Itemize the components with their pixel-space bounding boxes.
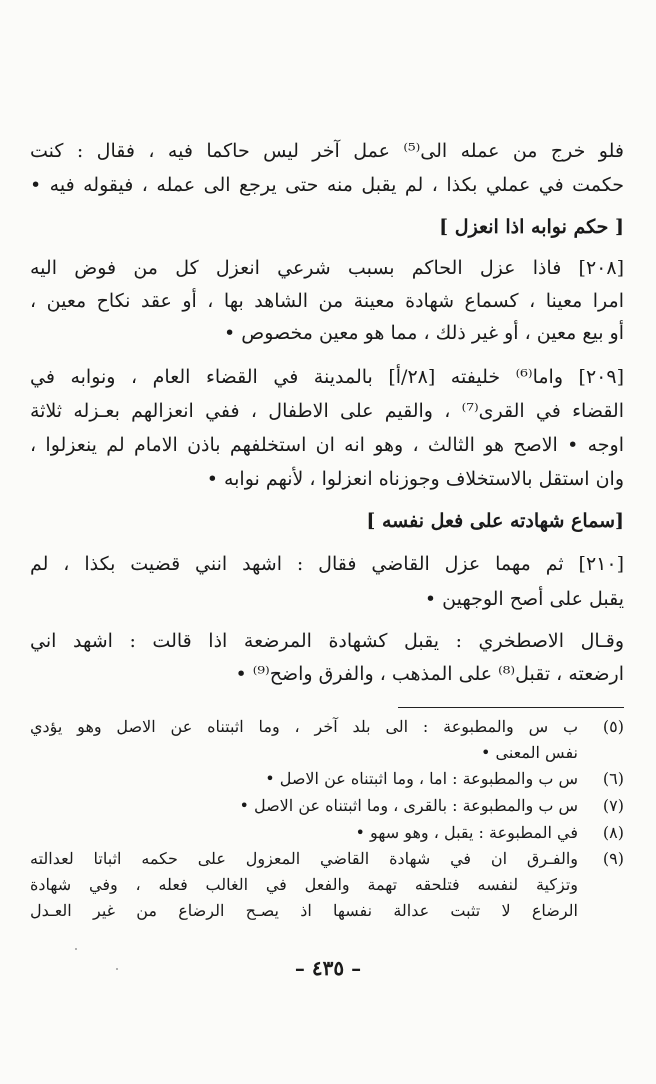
paragraph-line: ارضعته ، تقبل⁽⁸⁾ على المذهب ، والفرق واضح⁽⁹⁾ •: [235, 663, 624, 685]
footnote-text: في المطبوعة : يقبل ، وهو سهو •: [355, 823, 578, 842]
footnotes: [30, 716, 624, 920]
paragraph-line: اوجه • الاصح هو الثالث ، وهو انه ان استخلفهم باذن الامام لم ينعزلوا ،: [30, 434, 624, 456]
footnote-separator: [398, 707, 624, 708]
paragraph-line: فلو خرج من عمله الى⁽⁵⁾ عمل آخر ليس حاكما فيه ، فقال : كنت: [30, 140, 624, 162]
paragraph-line: امرا معينا ، كسماع شهادة معينة من الشاهد بها ، أو عقد نكاح معين ،: [30, 290, 624, 312]
footnote-text: والفـرق ان في شهادة القاضي المعزول على حكمه اثباتا لعدالته: [30, 849, 578, 868]
section-heading: [سماع شهادته على فعل نفسه ]: [366, 510, 624, 532]
paragraph-line: القضاء في القرى⁽⁷⁾ ، والقيم على الاطفال ، ففي انعزالهم بعـزله ثلاثة: [30, 400, 624, 422]
paragraph-line: يقبل على أصح الوجهين •: [424, 588, 624, 610]
footnote-text: س ب والمطبوعة : اما ، وما اثبتناه عن الاصل •: [265, 769, 578, 788]
paragraph-line: أو بيع معين ، أو غير ذلك ، مما هو معين مخصوص •: [224, 322, 624, 344]
footnote-number: (٩): [602, 849, 624, 868]
section-heading: [ حكم نوابه اذا انعزل ]: [439, 216, 624, 238]
paragraph-line: [٢٠٨] فاذا عزل الحاكم بسبب شرعي انعزل كل من فوض اليه: [30, 257, 624, 279]
paragraph-line: وقـال الاصطخري : يقبل كشهادة المرضعة اذا قالت : اشهد اني: [30, 630, 624, 652]
footnote-number: (٧): [602, 796, 624, 815]
paper-speck: [75, 948, 77, 950]
paragraph-line: وان استقل بالاستخلاف وجوزناه انعزلوا ، لأنهم نوابه •: [206, 468, 624, 490]
footnote-number: (٥): [602, 717, 624, 736]
footnote-number: (٨): [602, 823, 624, 842]
page-number: – ٤٣٥ –: [294, 956, 362, 980]
footnote-text: نفس المعنى •: [480, 743, 578, 762]
paragraph-line: [٢٠٩] واما⁽⁶⁾ خليفته [٢٨/أ] بالمدينة في القضاء العام ، ونوابه في: [30, 366, 624, 388]
paragraph-line: [٢١٠] ثم مهما عزل القاضي فقال : اشهد انني قضيت بكذا ، لم: [30, 553, 624, 575]
footnote-number: (٦): [602, 769, 624, 788]
footnote-text: الرضاع لا تثبت عدالة نفسها اذ يصـح الرضاع من غير العـدل: [30, 901, 579, 920]
paper-speck: [116, 968, 118, 970]
footnote-text: وتزكية لنفسه فتلحقه تهمة والفعل في الغالب فعله ، وفي شهادة: [30, 875, 578, 894]
paragraph-line: حكمت في عملي بكذا ، لم يقبل منه حتى يرجع الى عمله ، فيقوله فيه •: [30, 174, 624, 196]
footnote-text: س ب والمطبوعة : بالقرى ، وما اثبتناه عن الاصل •: [239, 796, 578, 815]
footnote-text: ب س والمطبوعة : الى بلد آخر ، وما اثبتناه عن الاصل وهو يؤدي: [30, 717, 578, 736]
